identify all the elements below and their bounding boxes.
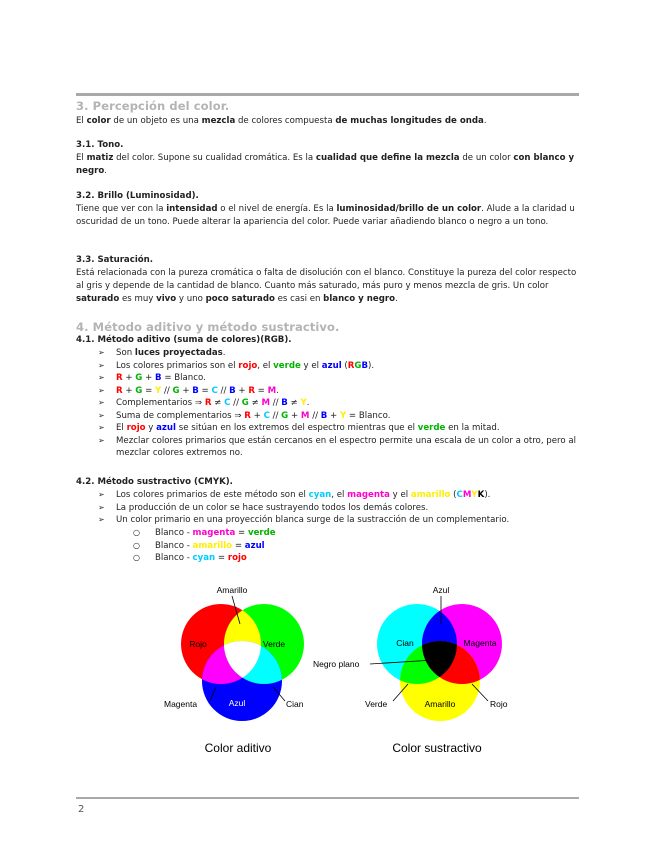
color-term: amarillo xyxy=(192,540,233,551)
arrow-bullet-icon: ➢ xyxy=(98,360,105,370)
color-term: G xyxy=(135,373,143,383)
arrow-bullet-icon: ➢ xyxy=(98,423,105,432)
arrow-bullet-icon: ➢ xyxy=(98,373,105,382)
sub-list-item xyxy=(133,552,276,565)
list-item xyxy=(98,385,580,398)
bold-term: cualidad que define la mezcla xyxy=(315,153,460,163)
color-term: verde xyxy=(417,423,446,433)
circle-bullet-icon: ○ xyxy=(133,553,140,562)
label-amarillo: Amarillo xyxy=(216,585,248,595)
color-term: Y xyxy=(339,410,347,421)
color-term: azul xyxy=(321,360,342,371)
saturacion-text: Está relacionada con la pureza cromática o falta de disolución con el blanco. Constituye la pureza del color respecto al gris y depende de la cantidad de blanco. Cuanto más saturado, más puro y menos mezcla de gris. Un color saturado es muy vivo y uno poco saturado es casi en blanco y negro. xyxy=(76,268,577,304)
section-3-title: 3. Percepción del color. xyxy=(76,99,230,113)
list-item-text: Mezclar colores primarios que están cercanos en el espectro permite una escala de un color a otro, pero al mezclar colores extremos no. xyxy=(116,435,577,458)
list-item xyxy=(98,360,580,373)
color-term: verde xyxy=(273,360,301,371)
saturacion-title: 3.3. Saturación. xyxy=(76,255,154,265)
label-azul: Azul xyxy=(228,698,246,708)
arrow-bullet-icon: ➢ xyxy=(98,410,105,420)
color-term: G xyxy=(354,360,362,371)
sustractivo-sublist xyxy=(133,527,276,565)
bold-term: intensidad xyxy=(166,204,218,214)
section-4-title: 4. Método aditivo y método sustractivo. xyxy=(76,320,340,334)
color-term: R xyxy=(248,385,255,396)
label-magenta: Magenta xyxy=(164,699,198,709)
list-item-text: R + G + B = Blanco. xyxy=(116,373,206,383)
color-term: magenta xyxy=(347,490,390,500)
color-term: Y xyxy=(155,385,162,396)
arrow-bullet-icon: ➢ xyxy=(98,348,105,357)
label-magenta-s: Magenta xyxy=(463,638,497,648)
list-item-text: Suma de complementarios ⇒ R + C // G + M // B + Y = Blanco. xyxy=(116,410,391,421)
aditivo-list xyxy=(98,347,580,460)
list-item-text: La producción de un color se hace sustrayendo todos los demás colores. xyxy=(116,502,429,513)
color-term: C xyxy=(263,410,270,421)
sub-list-item-text: Blanco - amarillo = azul xyxy=(155,540,265,551)
sub-list-item xyxy=(133,540,276,553)
bold-term: luminosidad/brillo de un color xyxy=(336,204,482,214)
arrow-bullet-icon: ➢ xyxy=(98,490,105,499)
color-term: M xyxy=(462,490,472,500)
color-term: M xyxy=(267,385,277,396)
color-term: amarillo xyxy=(410,490,451,500)
list-item-text: Complementarios ⇒ R ≠ C // G ≠ M // B ≠ Y. xyxy=(116,398,310,408)
color-term: M xyxy=(261,398,270,408)
arrow-bullet-icon: ➢ xyxy=(98,435,105,445)
circle-bullet-icon: ○ xyxy=(133,528,140,537)
color-term: cyan xyxy=(192,553,216,563)
color-term: cyan xyxy=(308,490,332,500)
color-term: M xyxy=(300,410,310,421)
color-term: R xyxy=(116,373,123,383)
color-term: B xyxy=(361,360,369,371)
color-term: G xyxy=(241,398,249,408)
label-negro-plano: Negro plano xyxy=(313,659,360,669)
circle-bullet-icon: ○ xyxy=(133,540,140,550)
brillo-title: 3.2. Brillo (Luminosidad). xyxy=(76,191,199,201)
sub-list-item-text: Blanco - magenta = verde xyxy=(155,528,276,538)
additive-caption: Color aditivo xyxy=(204,741,272,755)
label-rojo-s: Rojo xyxy=(490,699,508,709)
color-term: G xyxy=(172,385,180,396)
arrow-bullet-icon: ➢ xyxy=(98,515,105,524)
color-term: rojo xyxy=(238,360,258,371)
tono-text: El matiz del color. Supone su cualidad cromática. Es la cualidad que define la mezcla de un color con blanco y negro. xyxy=(76,153,575,176)
color-term: azul xyxy=(244,540,265,551)
list-item xyxy=(98,347,580,360)
bold-term: saturado xyxy=(76,294,120,304)
list-item-text: R + G = Y // G + B = C // B + R = M. xyxy=(116,385,279,396)
color-term: azul xyxy=(156,423,176,433)
list-item xyxy=(98,489,580,502)
additive-color-diagram xyxy=(164,580,320,765)
arrow-bullet-icon: ➢ xyxy=(98,502,105,512)
list-item-text: Son luces proyectadas. xyxy=(116,348,226,358)
list-item xyxy=(98,435,580,460)
color-term: C xyxy=(456,490,463,500)
color-term: magenta xyxy=(192,528,236,538)
color-term: B xyxy=(155,373,162,383)
color-term: B xyxy=(281,398,288,408)
bold-term: blanco y negro xyxy=(323,294,396,304)
bold-term: color xyxy=(86,116,111,126)
list-item-text: Los colores primarios de este método son el cyan, el magenta y el amarillo (CMYK). xyxy=(116,490,491,500)
list-item xyxy=(98,422,580,435)
aditivo-title: 4.1. Método aditivo (suma de colores)(RGB). xyxy=(76,335,292,345)
list-item xyxy=(98,502,580,515)
arrow-bullet-icon: ➢ xyxy=(98,398,105,407)
color-term: Y xyxy=(300,398,307,408)
subtractive-color-diagram xyxy=(310,580,520,765)
color-term: Y xyxy=(471,490,478,500)
color-term: B xyxy=(229,385,236,396)
subtractive-caption: Color sustractivo xyxy=(392,741,482,755)
label-cian-s: Cian xyxy=(396,638,414,648)
list-item xyxy=(98,514,580,527)
color-term: B xyxy=(320,410,328,421)
bold-term: vivo xyxy=(156,294,177,304)
brillo-text: Tiene que ver con la intensidad o el nivel de energía. Es la luminosidad/brillo de un color. Alude a la claridad u oscuridad de un tono. Puede alterar la apariencia del color. Puede variar añadiendo blanco o negro a un tono. xyxy=(76,204,575,227)
label-rojo: Rojo xyxy=(189,639,207,649)
color-term: C xyxy=(211,385,218,396)
list-item xyxy=(98,372,580,385)
color-term: R xyxy=(244,410,251,421)
bold-term: de muchas longitudes de onda xyxy=(335,116,484,126)
color-term: C xyxy=(224,398,231,408)
color-term: rojo xyxy=(227,553,247,563)
list-item-text: Un color primario en una proyección blanca surge de la sustracción de un complementario. xyxy=(116,515,510,525)
label-verde-s: Verde xyxy=(365,699,388,709)
list-item-text: El rojo y azul se sitúan en los extremos del espectro mientras que el verde en la mitad. xyxy=(116,423,500,433)
bold-term: poco saturado xyxy=(205,294,275,304)
list-item xyxy=(98,410,580,423)
bold-term: con blanco y negro xyxy=(76,153,575,176)
list-item xyxy=(98,397,580,410)
sub-list-item xyxy=(133,527,276,540)
page-number: 2 xyxy=(78,804,85,815)
label-verde: Verde xyxy=(262,639,286,649)
list-item-text: Los colores primarios son el rojo, el verde y el azul (RGB). xyxy=(116,360,375,371)
color-term: R xyxy=(116,385,123,396)
color-term: R xyxy=(204,398,212,408)
label-azul-s: Azul xyxy=(432,585,450,595)
bottom-rule xyxy=(76,797,579,799)
color-term: verde xyxy=(247,528,276,538)
label-amarillo-s: Amarillo xyxy=(424,699,456,709)
sustractivo-list xyxy=(98,489,580,527)
color-term: R xyxy=(347,360,355,371)
sustractivo-title: 4.2. Método sustractivo (CMYK). xyxy=(76,477,233,487)
color-term: K xyxy=(477,490,485,500)
color-term: G xyxy=(135,385,143,396)
top-rule xyxy=(76,93,579,96)
bold-term: matiz xyxy=(86,153,114,163)
section-3-intro: El color de un objeto es una mezcla de colores compuesta de muchas longitudes de onda. xyxy=(76,116,487,126)
color-term: B xyxy=(192,385,199,396)
color-term: rojo xyxy=(126,423,146,433)
color-term: G xyxy=(281,410,289,421)
bold-term: luces proyectadas xyxy=(134,348,223,358)
arrow-bullet-icon: ➢ xyxy=(98,385,105,395)
tono-title: 3.1. Tono. xyxy=(76,140,124,150)
bold-term: mezcla xyxy=(201,116,236,126)
label-cian: Cian xyxy=(286,699,304,709)
sub-list-item-text: Blanco - cyan = rojo xyxy=(155,553,247,563)
